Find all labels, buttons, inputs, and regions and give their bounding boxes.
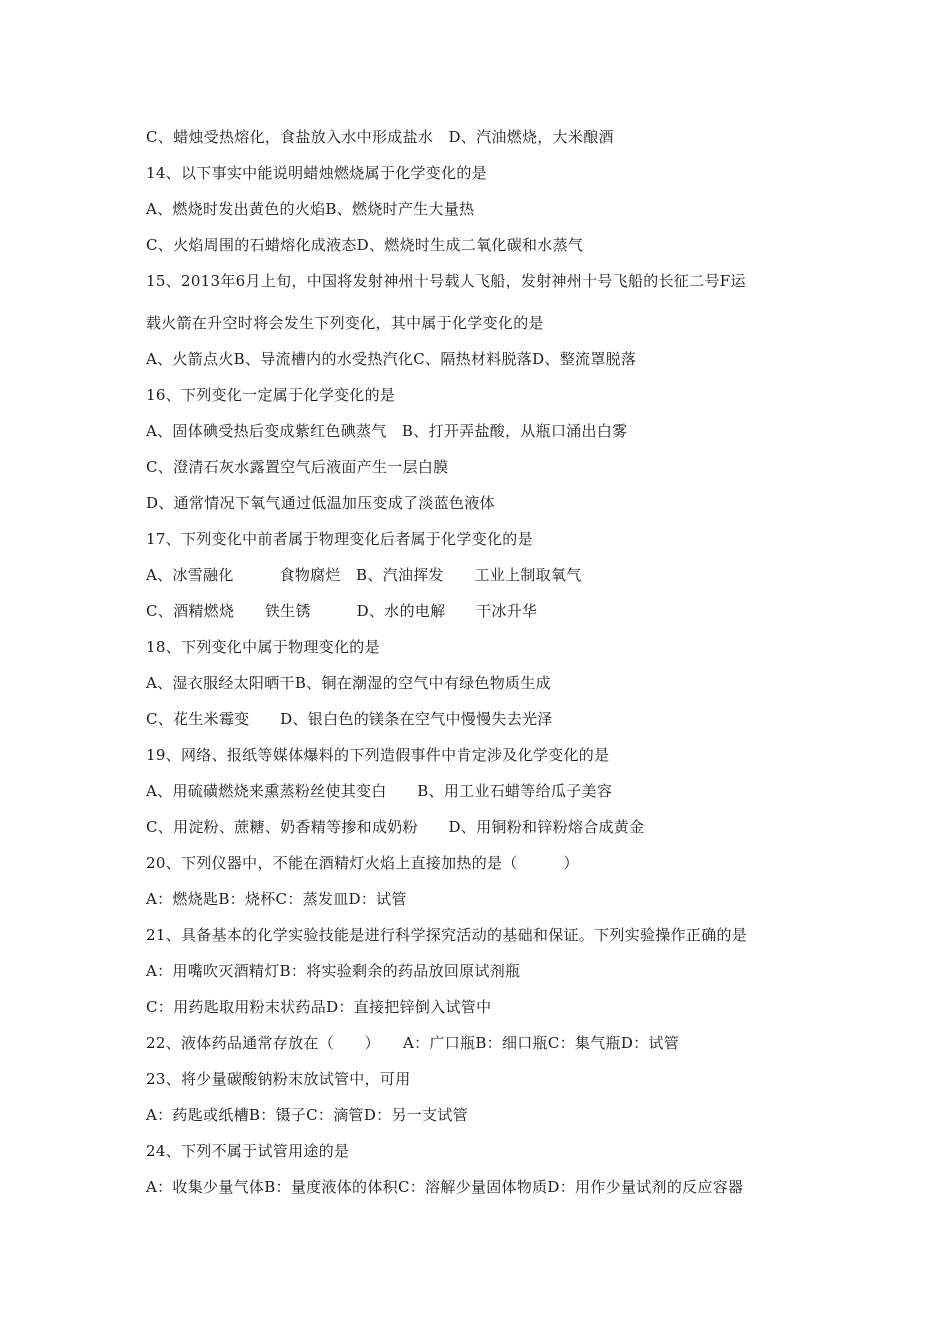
question-21-options-cd: C：用药匙取用粉末状药品D：直接把锌倒入试管中	[146, 998, 492, 1016]
question-15-stem-line1: 15、2013年6月上旬，中国将发射神州十号载人飞船，发射神州十号飞船的长征二号F运	[146, 272, 746, 290]
question-20-options: A：燃烧匙B：烧杯C：蒸发皿D：试管	[146, 890, 407, 908]
question-17-options-cd: C、酒精燃烧 铁生锈 D、水的电解 干冰升华	[146, 602, 538, 620]
question-14-options-cd: C、火焰周围的石蜡熔化成液态D、燃烧时生成二氧化碳和水蒸气	[146, 236, 584, 254]
question-22: 22、液体药品通常存放在（ ） A：广口瓶B：细口瓶C：集气瓶D：试管	[146, 1034, 680, 1052]
question-14-options-ab: A、燃烧时发出黄色的火焰B、燃烧时产生大量热	[146, 200, 475, 218]
question-21-options-ab: A：用嘴吹灭酒精灯B：将实验剩余的药品放回原试剂瓶	[146, 962, 521, 980]
question-19-stem: 19、网络、报纸等媒体爆料的下列造假事件中肯定涉及化学变化的是	[146, 746, 610, 764]
question-16-stem: 16、下列变化一定属于化学变化的是	[146, 386, 396, 404]
question-16-option-d: D、通常情况下氧气通过低温加压变成了淡蓝色液体	[146, 494, 495, 512]
question-16-option-c: C、澄清石灰水露置空气后液面产生一层白膜	[146, 458, 449, 476]
question-13-option-cd: C、蜡烛受热熔化，食盐放入水中形成盐水 D、汽油燃烧，大米酿酒	[146, 128, 614, 146]
question-17-stem: 17、下列变化中前者属于物理变化后者属于化学变化的是	[146, 530, 533, 548]
question-20-stem: 20、下列仪器中，不能在酒精灯火焰上直接加热的是（ ）	[146, 854, 579, 872]
question-24-options: A：收集少量气体B：量度液体的体积C：溶解少量固体物质D：用作少量试剂的反应容器	[146, 1178, 744, 1196]
question-14-stem: 14、以下事实中能说明蜡烛燃烧属于化学变化的是	[146, 164, 487, 182]
question-17-options-ab: A、冰雪融化 食物腐烂 B、汽油挥发 工业上制取氧气	[146, 566, 582, 584]
question-18-stem: 18、下列变化中属于物理变化的是	[146, 638, 380, 656]
question-18-options-cd: C、花生米霉变 D、银白色的镁条在空气中慢慢失去光泽	[146, 710, 553, 728]
question-15-options: A、火箭点火B、导流槽内的水受热汽化C、隔热材料脱落D、整流罩脱落	[146, 350, 637, 368]
question-21-stem: 21、具备基本的化学实验技能是进行科学探究活动的基础和保证。下列实验操作正确的是	[146, 926, 748, 944]
question-18-options-ab: A、湿衣服经太阳晒干B、铜在潮湿的空气中有绿色物质生成	[146, 674, 551, 692]
question-19-options-ab: A、用硫磺燃烧来熏蒸粉丝使其变白 B、用工业石蜡等给瓜子美容	[146, 782, 613, 800]
question-19-options-cd: C、用淀粉、蔗糖、奶香精等掺和成奶粉 D、用铜粉和锌粉熔合成黄金	[146, 818, 645, 836]
question-16-options-ab: A、固体碘受热后变成紫红色碘蒸气 B、打开弄盐酸，从瓶口涌出白雾	[146, 422, 628, 440]
question-23-stem: 23、将少量碳酸钠粉末放试管中，可用	[146, 1070, 411, 1088]
question-23-options: A：药匙或纸槽B：镊子C：滴管D：另一支试管	[146, 1106, 468, 1124]
question-24-stem: 24、下列不属于试管用途的是	[146, 1142, 350, 1160]
question-15-stem-line2: 载火箭在升空时将会发生下列变化，其中属于化学变化的是	[146, 314, 544, 332]
